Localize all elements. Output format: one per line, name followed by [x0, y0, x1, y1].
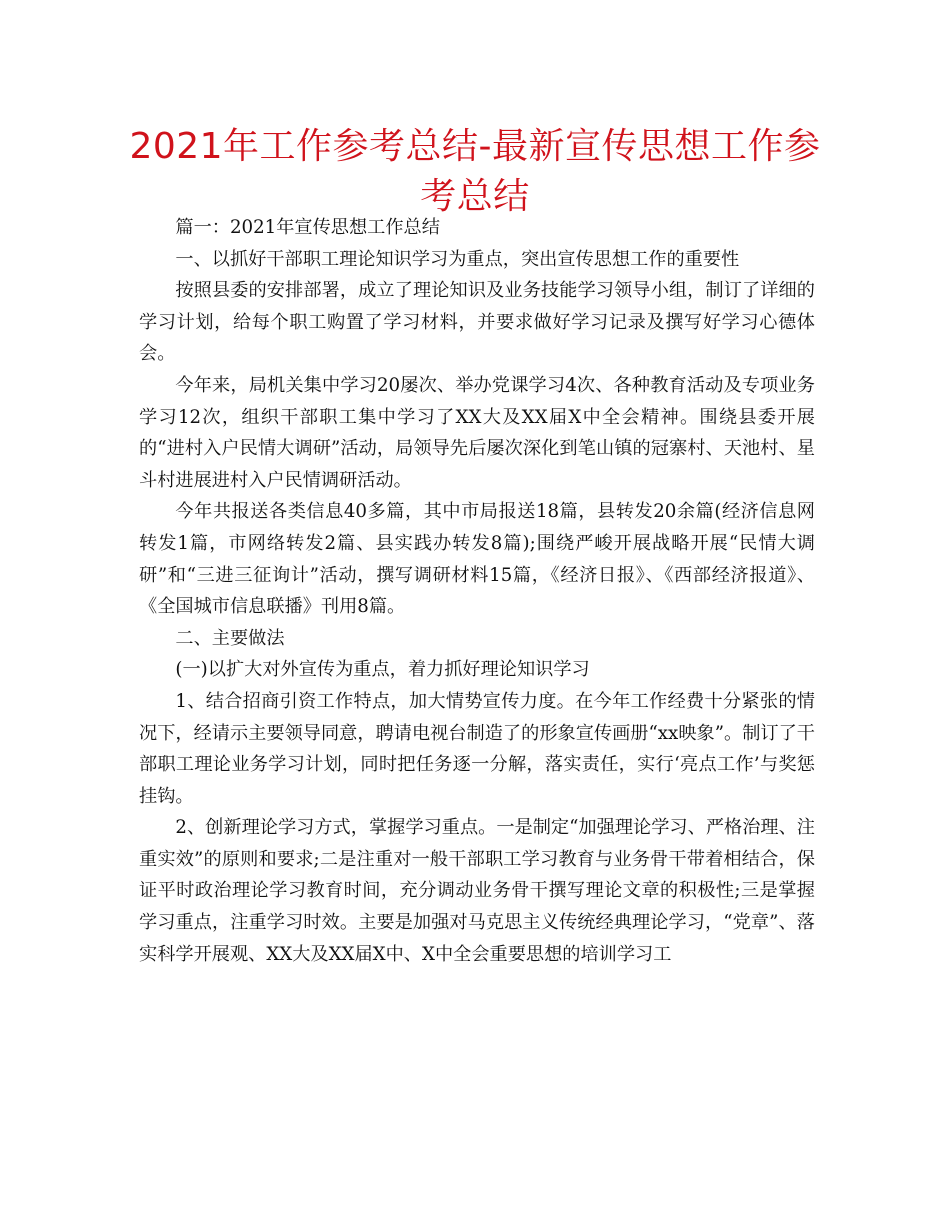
- paragraph: 2、创新理论学习方式，掌握学习重点。一是制定“加强理论学习、严格治理、注重实效”的原则和要求;二是注重对一般干部职工学习教育与业务骨干带着相结合，保证平时政治理论学习教育时间，充分调动业务骨干撰写理论文章的积极性;三是掌握学习重点，注重学习时效。主要是加强对马克思主义传统经典理论学习，“党章”、落实科学开展观、XX大及XX届X中、X中全会重要思想的培训学习工: [139, 817, 815, 965]
- paragraph: 1、结合招商引资工作特点，加大情势宣传力度。在今年工作经费十分紧张的情况下，经请示主要领导同意，聘请电视台制造了的形象宣传画册“xx映象”。制订了干部职工理论业务学习计划，同时把任务逐一分解，落实责任，实行‘亮点工作’与奖惩挂钩。: [139, 690, 815, 807]
- paragraph: 二、主要做法: [175, 627, 285, 649]
- paragraph: 篇一：2021年宣传思想工作总结: [175, 217, 440, 238]
- document-body: [139, 212, 815, 970]
- paragraph: 今年共报送各类信息40多篇，其中市局报送18篇，县转发20余篇(经济信息网转发1篇，市网络转发2篇、县实践办转发8篇);围绕严峻开展战略开展“民情大调研”和“三进三征询计”活动，撰写调研材料15篇，《经济日报》、《西部经济报道》、《全国城市信息联播》刊用8篇。: [139, 501, 815, 618]
- paragraph: 按照县委的安排部署，成立了理论知识及业务技能学习领导小组，制订了详细的学习计划，给每个职工购置了学习材料，并要求做好学习记录及撰写好学习心德体会。: [139, 280, 815, 365]
- paragraph: 今年来，局机关集中学习20屡次、举办党课学习4次、各种教育活动及专项业务学习12次，组织干部职工集中学习了XX大及XX届X中全会精神。围绕县委开展的“进村入户民情大调研”活动，局领导先后屡次深化到笔山镇的冠寨村、天池村、星斗村进展进村入户民情调研活动。: [139, 374, 815, 491]
- paragraph: 一、以抓好干部职工理论知识学习为重点，突出宣传思想工作的重要性: [175, 248, 740, 270]
- document-title: 2021年工作参考总结-最新宣传思想工作参考总结: [129, 126, 821, 217]
- paragraph: (一)以扩大对外宣传为重点，着力抓好理论知识学习: [175, 659, 590, 681]
